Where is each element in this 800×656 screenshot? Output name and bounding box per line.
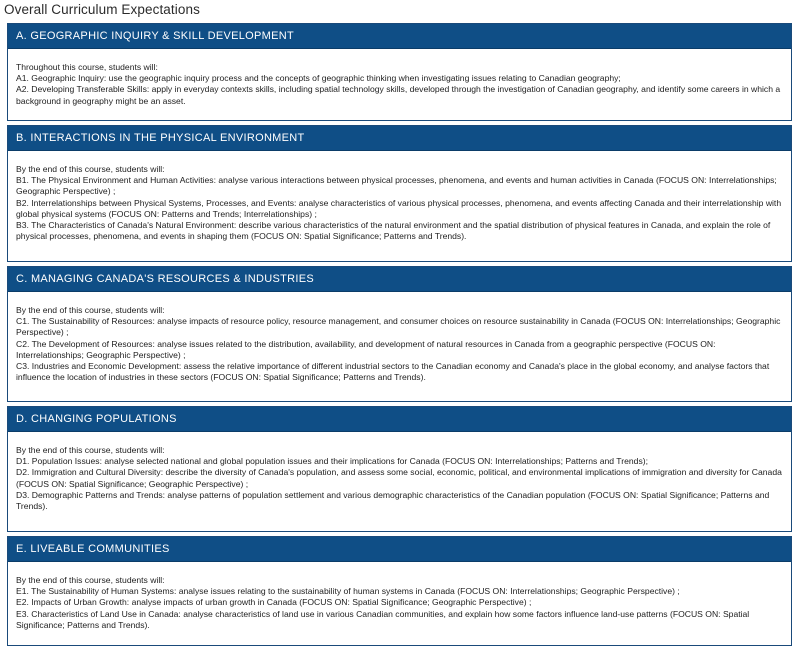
expectation-item: E2. Impacts of Urban Growth: analyse impacts of urban growth in Canada (FOCUS ON: Spatial Significance; Geographic Perspective) ; — [16, 597, 532, 608]
section-header: A. GEOGRAPHIC INQUIRY & SKILL DEVELOPMENT — [8, 24, 791, 49]
expectations-list — [7, 23, 792, 650]
expectation-item: D3. Demographic Patterns and Trends: analyse patterns of population settlement and various demographic characteristics of the Canadian population (FOCUS ON: Spatial Significance; Patterns and Trends). — [16, 489, 770, 512]
expectation-item: A2. Developing Transferable Skills: apply in everyday contexts skills, including spatial technology skills, developed through the investigation of Canadian geography, and identify some careers in which a background in geography might be an asset. — [16, 84, 781, 106]
section-b — [7, 125, 792, 262]
section-intro: By the end of this course, students will: — [16, 575, 165, 585]
section-body — [8, 562, 791, 637]
section-body — [8, 292, 791, 389]
page-title: Overall Curriculum Expectations — [4, 2, 200, 17]
section-body — [8, 49, 791, 113]
expectation-item: E1. The Sustainability of Human Systems: analyse issues relating to the sustainability of human systems in Canada (FOCUS ON: Interrelationships; Geographic Perspective) ; — [16, 586, 680, 597]
section-c — [7, 266, 792, 402]
expectation-item: B1. The Physical Environment and Human Activities: analyse various interactions between physical processes, phenomena, and events and human activities in Canada (FOCUS ON: Interrelationships; Geographic Perspective) ; — [16, 175, 777, 197]
expectation-item: B2. Interrelationships between Physical Systems, Processes, and Events: analyse characteristics of various physical processes, phenomena, and events affecting Canada and their interrelationship with global physical systems (FOCUS ON: Patterns and Trends; Interrelationships) ; — [16, 197, 782, 219]
section-intro: By the end of this course, students will: — [16, 164, 165, 174]
expectation-item: D2. Immigration and Cultural Diversity: describe the diversity of Canada's population, and assess some social, economic, political, and environmental implications of immigration and diversity for Canada (FOCUS ON: Spatial Significance; Geographic Perspective) ; — [16, 467, 782, 489]
section-e — [7, 536, 792, 646]
expectation-item: B3. The Characteristics of Canada's Natural Environment: describe various characteristics of the natural environment and the spatial distribution of physical features in Canada, and explain the role of physical processes, phenomena, and events in shaping them (FOCUS ON: Spatial Significance; Patterns and Trends). — [16, 220, 771, 242]
section-header: C. MANAGING CANADA'S RESOURCES & INDUSTRIES — [8, 267, 791, 292]
section-intro: By the end of this course, students will: — [16, 305, 165, 315]
section-intro: Throughout this course, students will: — [16, 62, 158, 72]
section-body — [8, 432, 791, 518]
section-body — [8, 151, 791, 248]
section-header: D. CHANGING POPULATIONS — [8, 407, 791, 432]
section-header: B. INTERACTIONS IN THE PHYSICAL ENVIRONMENT — [8, 126, 791, 151]
section-d — [7, 406, 792, 532]
section-a — [7, 23, 792, 121]
section-header: E. LIVEABLE COMMUNITIES — [8, 537, 791, 562]
expectation-item: E3. Characteristics of Land Use in Canada: analyse characteristics of land use in various Canadian communities, and explain how some factors influence land-use patterns (FOCUS ON: Spatial Significance; Patterns and Trends). — [16, 608, 750, 630]
expectation-item: D1. Population Issues: analyse selected national and global population issues and their implications for Canada (FOCUS ON: Interrelationships; Patterns and Trends); — [16, 456, 648, 467]
expectation-item: C2. The Development of Resources: analyse issues related to the distribution, availability, and development of natural resources in Canada from a geographic perspective (FOCUS ON: Interrelationships; Geographic Perspective) ; — [16, 338, 716, 360]
section-intro: By the end of this course, students will: — [16, 445, 165, 455]
expectation-item: C1. The Sustainability of Resources: analyse impacts of resource policy, resource management, and consumer choices on resource sustainability in Canada (FOCUS ON: Interrelationships; Geographic Perspective) ; — [16, 316, 781, 338]
expectation-item: C3. Industries and Economic Development: assess the relative importance of different industrial sectors to the Canadian economy and Canada's place in the global economy, and analyse factors that influence the location of industries in these sectors (FOCUS ON: Spatial Significance; Patterns and Trends). — [16, 361, 770, 383]
expectation-item: A1. Geographic Inquiry: use the geographic inquiry process and the concepts of geographic thinking when investigating issues relating to Canadian geography; — [16, 73, 621, 84]
